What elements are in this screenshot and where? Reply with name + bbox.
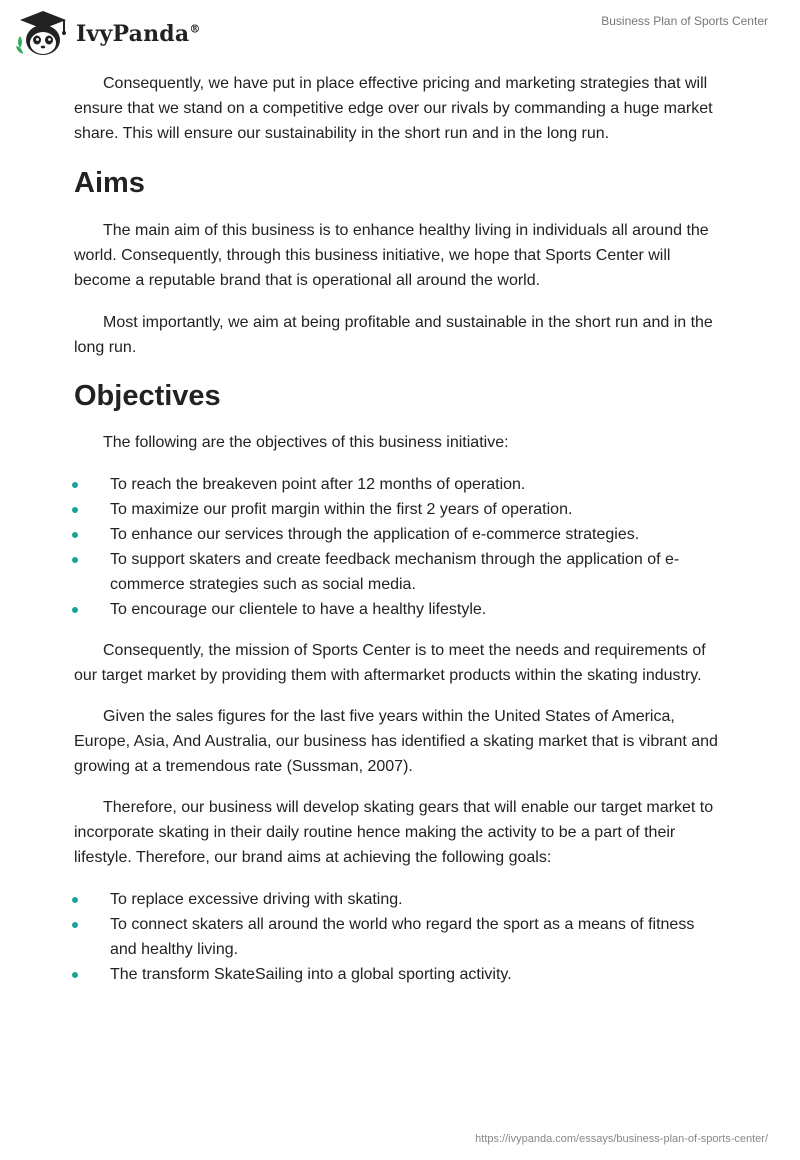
goals-intro-paragraph: Therefore, our business will develop skating gears that will enable our target market to incorporate skating in their daily routine hence making the activity to be a part of their lifestyle. Therefore, our brand aims at achieving the following goals: (74, 799, 714, 866)
bullet-icon (72, 557, 78, 563)
source-url[interactable]: https://ivypanda.com/essays/business-plan-of-sports-center/ (475, 1133, 768, 1145)
list-item: The transform SkateSailing into a global sporting activity. (58, 962, 724, 987)
sales-paragraph: Given the sales figures for the last five years within the United States of America, Europe, Asia, And Australia, our business has identified a skating market that is vibrant and growing at a tremendous rate (Sussman, 2007). (74, 708, 718, 775)
objectives-heading: Objectives (74, 380, 221, 412)
bullet-icon (72, 897, 78, 903)
list-item: To maximize our profit margin within the first 2 years of operation. (58, 497, 724, 522)
objectives-intro: The following are the objectives of this business initiative: (103, 434, 509, 451)
aims-paragraph-1: The main aim of this business is to enhance healthy living in individuals all around the world. Consequently, through this business initiative, we hope that Sports Center will become a reputable brand that is operational all around the world. (74, 222, 709, 289)
ivypanda-logo[interactable] (14, 8, 201, 60)
list-item: To reach the breakeven point after 12 months of operation. (58, 472, 724, 497)
bullet-icon (72, 922, 78, 928)
list-item: To connect skaters all around the world who regard the sport as a means of fitness and healthy living. (58, 912, 724, 962)
aims-paragraph-2: Most importantly, we aim at being profitable and sustainable in the short run and in the long run. (74, 314, 713, 356)
objectives-list (58, 472, 724, 622)
list-item: To support skaters and create feedback mechanism through the application of e-commerce strategies such as social media. (58, 547, 724, 597)
mission-paragraph: Consequently, the mission of Sports Center is to meet the needs and requirements of our target market by providing them with aftermarket products within the skating industry. (74, 642, 706, 684)
document-title: Business Plan of Sports Center (601, 14, 768, 28)
list-item: To enhance our services through the application of e-commerce strategies. (58, 522, 724, 547)
aims-heading: Aims (74, 167, 145, 199)
goals-list (58, 887, 724, 987)
list-item: To replace excessive driving with skating. (58, 887, 724, 912)
intro-paragraph: Consequently, we have put in place effective pricing and marketing strategies that will ensure that we stand on a competitive edge over our rivals by commanding a huge market share. This will ensure our sustainability in the short run and in the long run. (74, 75, 713, 142)
bullet-icon (72, 507, 78, 513)
panda-logo-icon (14, 8, 72, 60)
bullet-icon (72, 972, 78, 978)
bullet-icon (72, 532, 78, 538)
list-item: To encourage our clientele to have a healthy lifestyle. (58, 597, 724, 622)
bullet-icon (72, 607, 78, 613)
article-content (74, 70, 724, 987)
bullet-icon (72, 482, 78, 488)
page-header (0, 0, 800, 70)
brand-name: IvyPanda® (76, 21, 201, 47)
